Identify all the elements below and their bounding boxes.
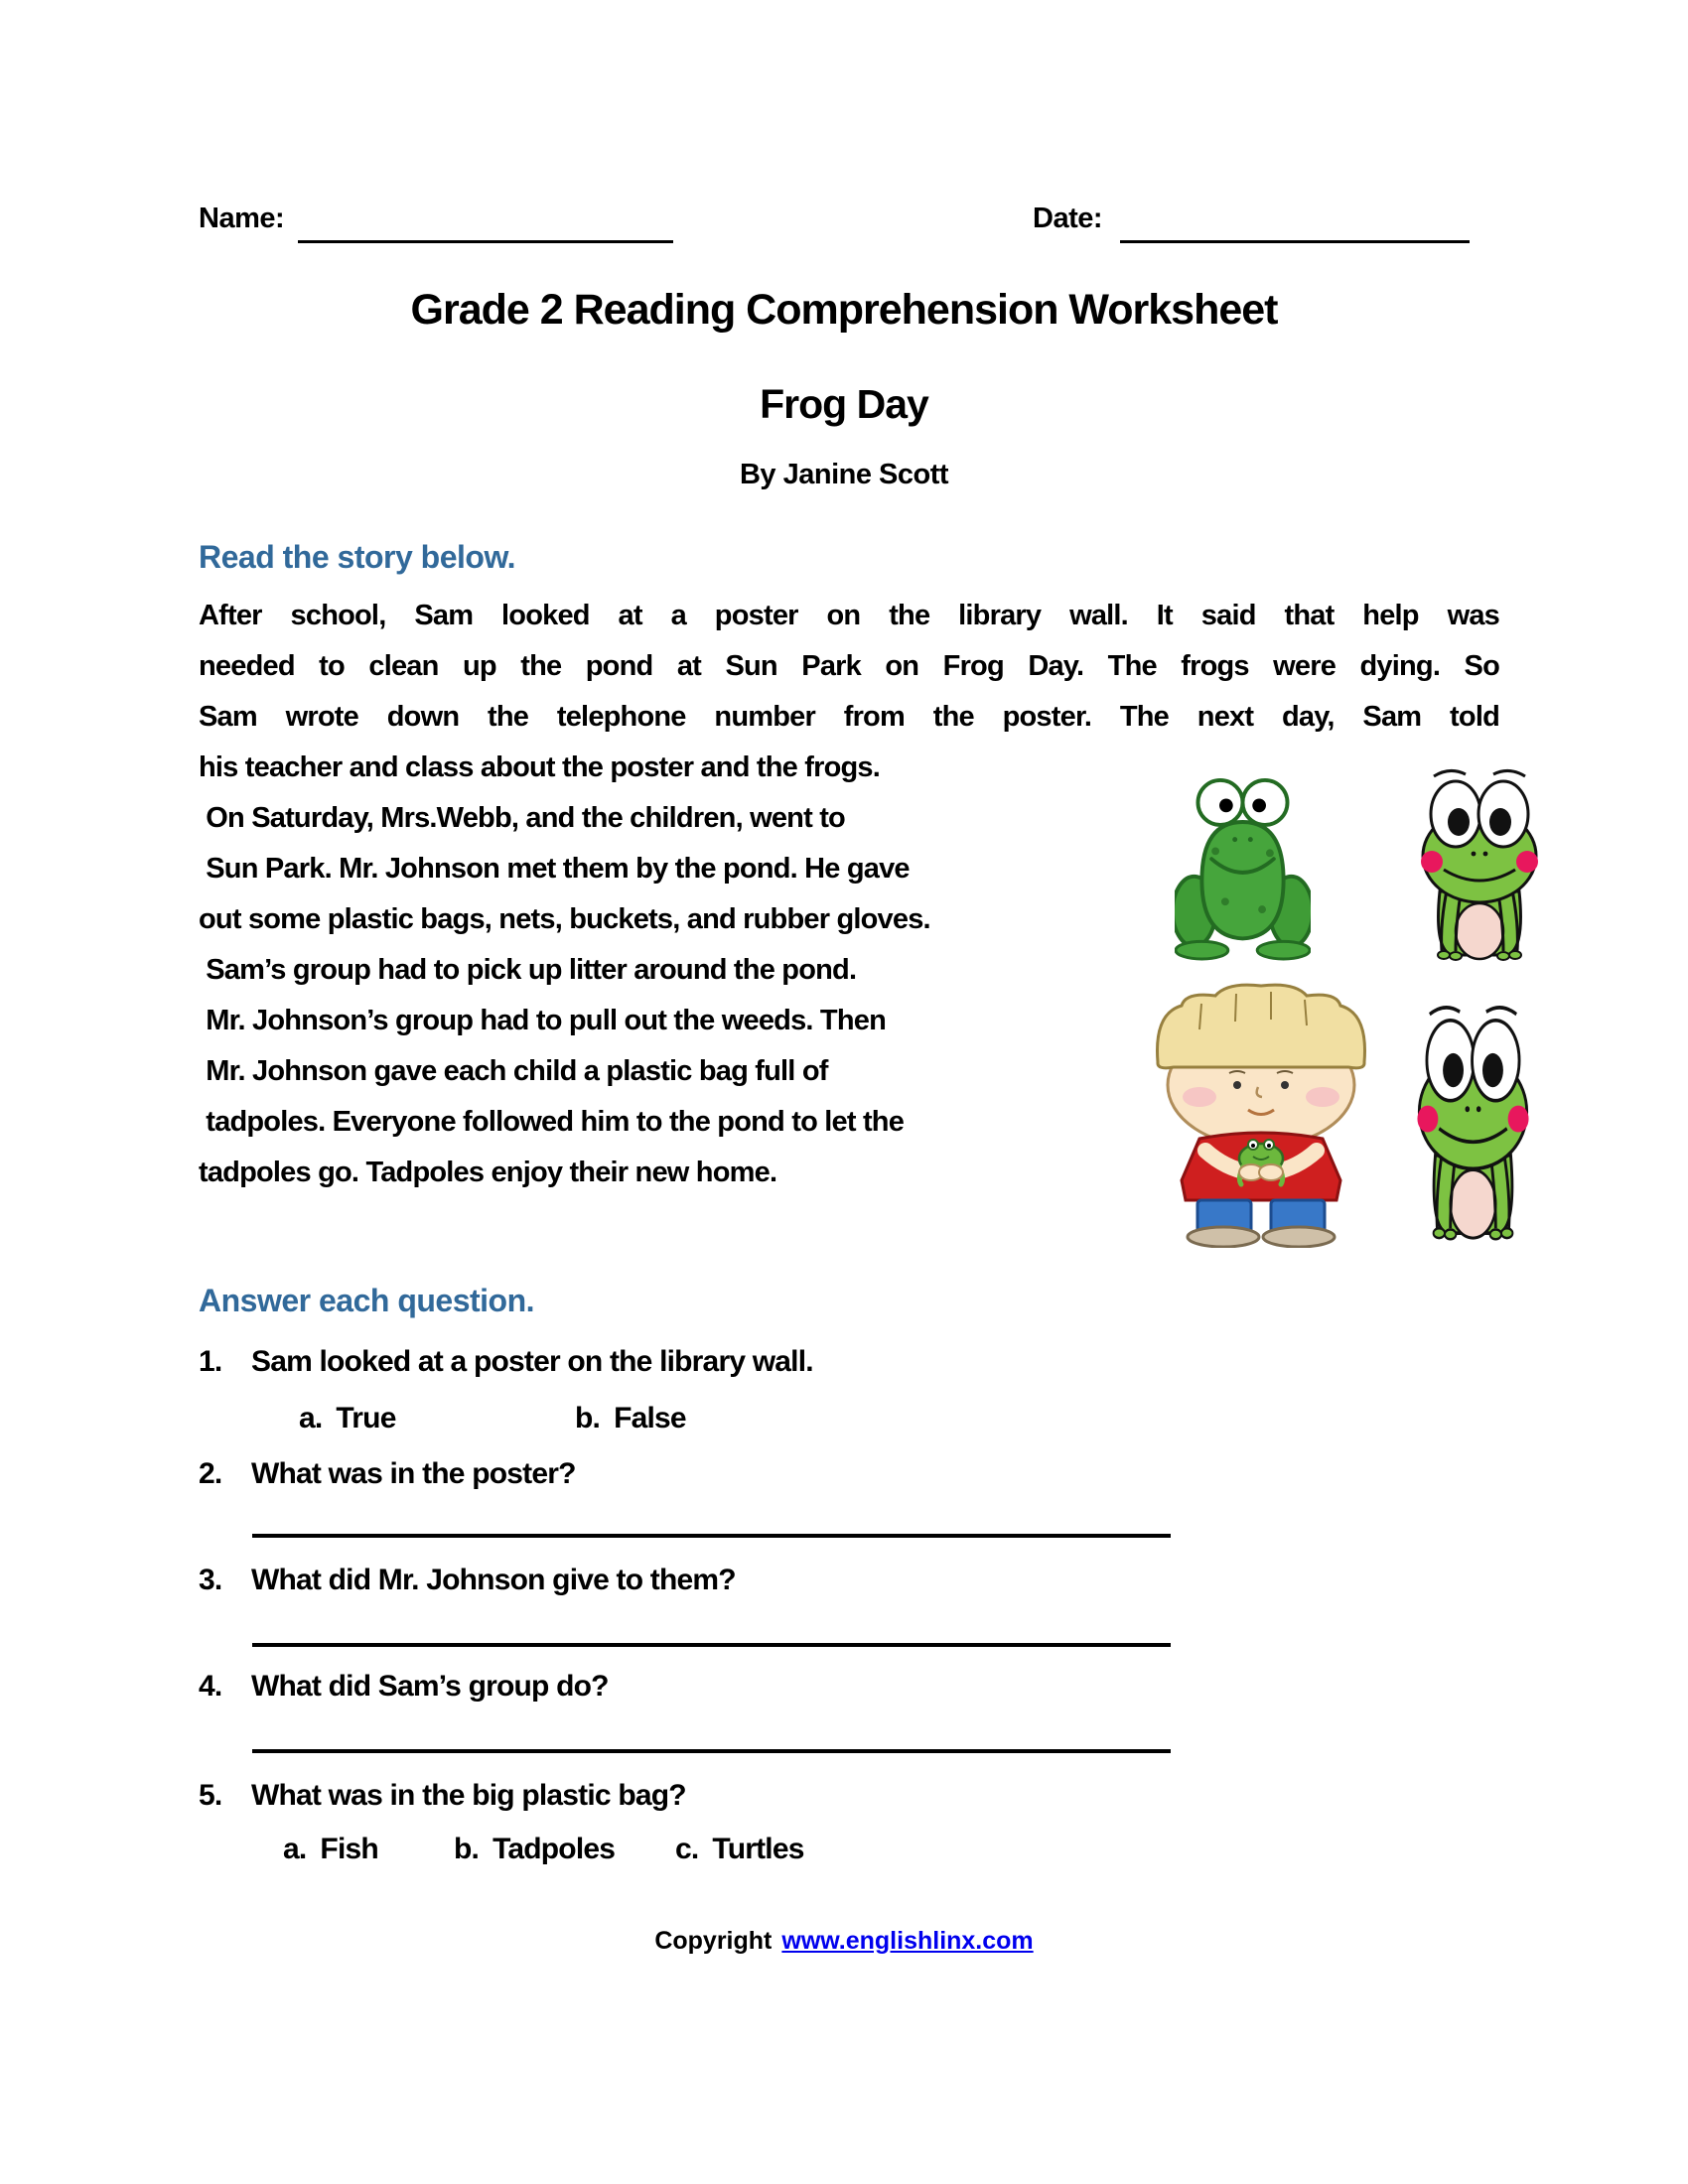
story-line: Mr. Johnson gave each child a plastic bag full of <box>199 1055 828 1087</box>
question-number: 5. <box>199 1779 222 1812</box>
story-line: out some plastic bags, nets, buckets, and rubber gloves. <box>199 903 930 935</box>
name-label: Name: <box>199 203 285 234</box>
story-line: Sam wrote down the telephone number from the poster. The next day, Sam told <box>199 701 1499 733</box>
question-1 <box>199 1345 813 1379</box>
question-number: 2. <box>199 1457 222 1490</box>
story-line: On Saturday, Mrs.Webb, and the children, went to <box>199 802 845 834</box>
story-line: After school, Sam looked at a poster on the library wall. It said that help was <box>199 600 1499 631</box>
story-line: needed to clean up the pond at Sun Park on Frog Day. The frogs were dying. So <box>199 650 1499 682</box>
question-5 <box>199 1779 686 1813</box>
question-number: 3. <box>199 1564 222 1596</box>
englishlinx-link[interactable]: www.englishlinx.com <box>781 1927 1034 1955</box>
question-number: 1. <box>199 1345 222 1378</box>
story-line: tadpoles. Everyone followed him to the pond to let the <box>199 1106 905 1138</box>
footer <box>0 1927 1688 1956</box>
question-5-option-b[interactable]: b. Tadpoles <box>454 1833 616 1865</box>
cartoon-frog-clipart-icon <box>1407 1000 1539 1243</box>
question-number: 4. <box>199 1670 222 1703</box>
question-text: What did Mr. Johnson give to them? <box>251 1564 736 1596</box>
story-line: Sun Park. Mr. Johnson met them by the pond. He gave <box>199 853 910 885</box>
question-text: What was in the poster? <box>251 1457 576 1490</box>
question-3-answer-blank[interactable] <box>252 1643 1171 1647</box>
question-5-option-a[interactable]: a. Fish <box>283 1833 378 1865</box>
green-frog-clipart-icon <box>1175 771 1311 965</box>
date-write-line[interactable] <box>1120 205 1470 243</box>
question-text: What was in the big plastic bag? <box>251 1779 686 1812</box>
question-4 <box>199 1670 609 1704</box>
question-text: What did Sam’s group do? <box>251 1670 609 1703</box>
question-3 <box>199 1564 736 1597</box>
question-1-option-b[interactable]: b. False <box>575 1402 686 1434</box>
question-4-answer-blank[interactable] <box>252 1749 1171 1753</box>
answer-questions-heading: Answer each question. <box>199 1283 535 1318</box>
read-story-heading: Read the story below. <box>199 539 516 575</box>
cartoon-frog-clipart-icon <box>1410 764 1549 963</box>
story-line: tadpoles go. Tadpoles enjoy their new home. <box>199 1157 777 1188</box>
story-line: his teacher and class about the poster and the frogs. <box>199 751 880 783</box>
story-title: Frog Day <box>760 381 928 427</box>
date-label: Date: <box>1033 203 1103 234</box>
copyright-label: Copyright <box>654 1927 773 1955</box>
byline: By Janine Scott <box>739 459 949 490</box>
story-line: Mr. Johnson’s group had to pull out the weeds. Then <box>199 1005 887 1036</box>
question-2-answer-blank[interactable] <box>252 1534 1171 1538</box>
question-1-option-a[interactable]: a. True <box>299 1402 396 1434</box>
page-title: Grade 2 Reading Comprehension Worksheet <box>410 286 1278 334</box>
boy-holding-frog-clipart-icon <box>1142 968 1380 1248</box>
story-line: Sam’s group had to pick up litter around the pond. <box>199 954 857 986</box>
name-write-line[interactable] <box>298 205 673 243</box>
question-text: Sam looked at a poster on the library wall. <box>251 1345 813 1378</box>
question-2 <box>199 1457 576 1491</box>
question-5-option-c[interactable]: c. Turtles <box>675 1833 804 1865</box>
